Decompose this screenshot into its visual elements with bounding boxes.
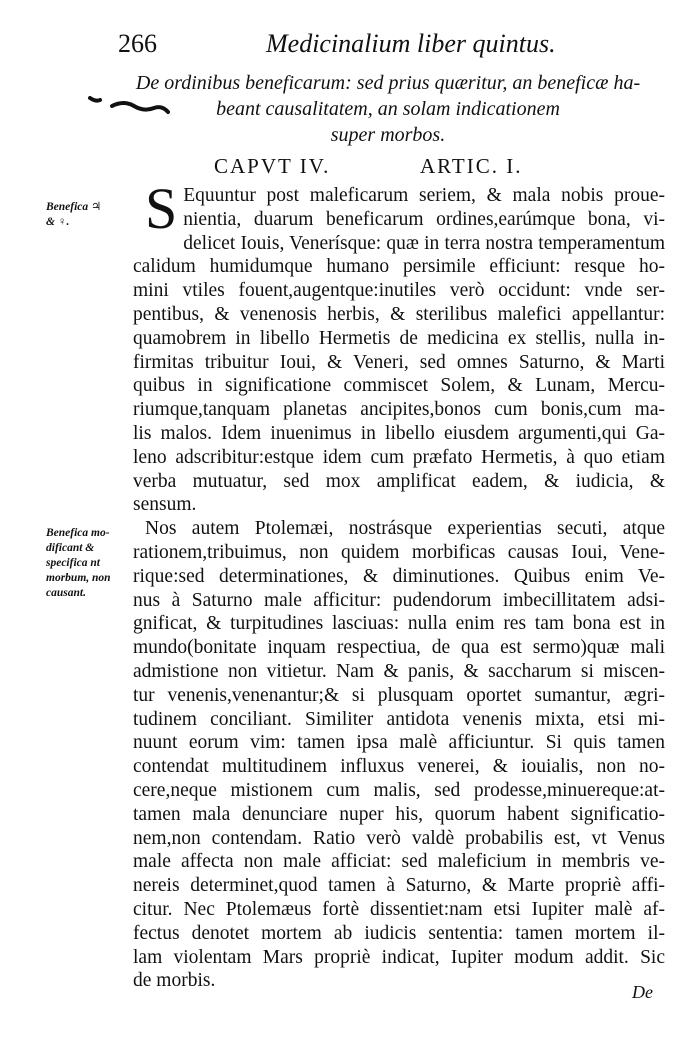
text-line: leno adscribitur:estque idem cum præfato Hermetis, à quo etiam <box>133 446 665 468</box>
text-line: riumque,tanquam planetas ancipites,bonos cum bonis,cum ma- <box>133 399 665 421</box>
text-line: pentibus, & venenosis herbis, & sterilibus malefici appellantur: <box>133 303 665 325</box>
marginal-note <box>46 200 136 230</box>
text-line: nientia, duarum beneficarum ordines,earúmque bona, vi- <box>183 208 665 230</box>
text-line: sensum. <box>133 494 197 516</box>
text-line: quamobrem in libello Hermetis de medicina ex stellis, nulla in- <box>133 327 665 349</box>
text-line: mundo(bonitate inquam respectiua, de qua est sermo)quæ mali <box>133 637 665 659</box>
page-number: 266 <box>118 29 157 58</box>
artic-label: ARTIC. I. <box>420 154 523 178</box>
marginal-note-line: causant. <box>46 587 86 599</box>
text-line: nuunt eorum vim: tamen ipsa malè afficiuntur. Si quis tamen <box>133 732 665 754</box>
text-line: calidum humidumque humano persimile efficiunt: resque ho- <box>133 256 665 278</box>
marginal-note-line: & ♀. <box>46 216 70 228</box>
text-line: contendat multitudinem influxus venerei, & iouialis, non no- <box>133 756 665 778</box>
text-line: lam violentam Mars propriè indicat, Iupiter modum addit. Sic <box>133 946 665 968</box>
text-line: delicet Iouis, Venerísque: quæ in terra nostra temperamentum <box>183 232 665 254</box>
text-line: male affecta non male afficiat: sed maleficium in membris ve- <box>133 851 665 873</box>
text-line: Nos autem Ptolemæi, nostrásque experientias secuti, atque <box>145 518 665 540</box>
text-line: tur venenis,venenantur;& si plusquam oportet sumantur, ægri- <box>133 684 665 706</box>
text-line: rationem,tribuimus, non quidem morbificas causas Ioui, Vene- <box>133 541 665 563</box>
heading-line: super morbos. <box>330 124 446 146</box>
text-line: lis malos. Idem inuenimus in libello eiusdem argumenti,qui Ga- <box>133 422 665 444</box>
text-line: citur. Nec Ptolemæus fortè dissentiet:nam etsi Iupiter malè af- <box>133 898 665 920</box>
text-line: nem,non contendam. Ratio verò valdè probabilis est, vt Venus <box>133 827 665 849</box>
marginal-note-line: Benefica ♃ <box>46 201 102 213</box>
text-line: nereis determinet,quod tamen à Saturno, & Marte propriè affi- <box>133 875 665 897</box>
drop-cap: S <box>145 176 178 241</box>
chapter-label <box>214 152 614 180</box>
text-line: gnificat, & turpitudines lasciuas: nulla enim res tam bona est in <box>133 613 665 635</box>
text-line: de morbis. <box>133 970 216 992</box>
text-line: mini vtiles fouent,augentque:inutiles verò occidunt: vnde ser- <box>133 280 665 302</box>
caput-label: CAPVT IV. <box>214 154 331 178</box>
marginal-note-line: dificant & <box>46 542 95 554</box>
marginal-note-line: Benefica mo- <box>46 527 110 539</box>
text-line: nus à Saturno male afficitur: pudendorum imbecillitatem adsi- <box>133 589 665 611</box>
running-title: Medicinalium liber quintus. <box>266 29 556 58</box>
text-line: quibus in significatione commiscet Solem, & Lunam, Mercu- <box>133 375 665 397</box>
marginal-note <box>46 526 136 601</box>
text-line: firmitas tribuitur Ioui, & Veneri, sed omnes Saturno, & Marti <box>133 351 665 373</box>
text-line: tamen mala denunciare nuper his, quorum habent significatio- <box>133 803 665 825</box>
text-line: rique:sed determinationes, & diminutiones. Quibus enim Ve- <box>133 565 665 587</box>
text-line: tudinem conciliant. Similiter antidota venenis mixta, etsi mi- <box>133 708 665 730</box>
chapter-heading <box>108 70 668 148</box>
page-header <box>118 26 588 62</box>
text-line: fectus denotet mortem ab iudicis sententia: tamen mortem il- <box>133 922 665 944</box>
heading-line: De ordinibus beneficarum: sed prius quæritur, an beneficæ ha- <box>135 72 641 94</box>
paragraph-2 <box>133 517 665 993</box>
heading-line: beant causalitatem, an solam indicationem <box>216 98 560 120</box>
marginal-note-line: morbum, non <box>46 572 111 584</box>
marginal-note-line: specifica nt <box>46 557 100 569</box>
paragraph-1 <box>133 176 665 517</box>
text-line: admistione non vitietur. Nam & panis, & saccharum si miscen- <box>133 660 665 682</box>
body-text <box>133 176 665 993</box>
text-line: cere,neque mistionem cum malis, sed prodesse,minuereque:at- <box>133 779 665 801</box>
text-line: Equuntur post maleficarum seriem, & mala nobis proue- <box>183 185 665 206</box>
text-line: verba mutuatur, sed mox amplificat eadem, & iudicia, & <box>133 470 665 492</box>
catchword: De <box>632 982 653 1002</box>
